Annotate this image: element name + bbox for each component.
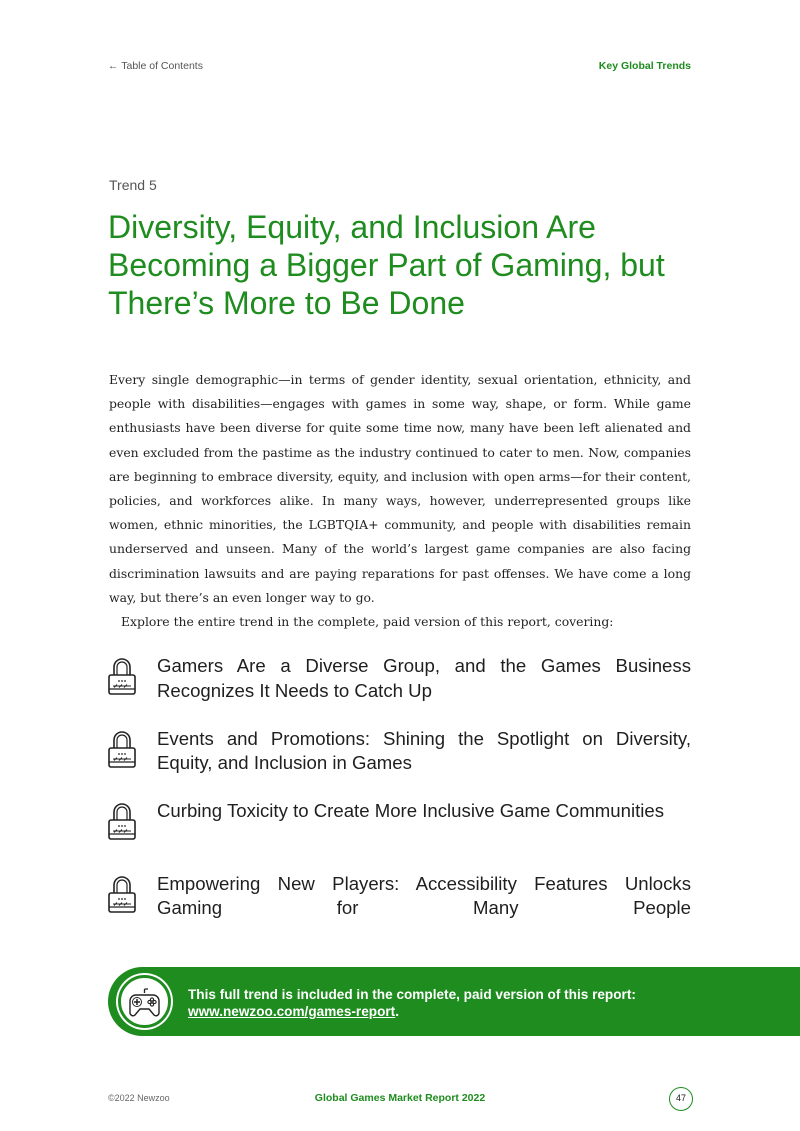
footer-report-title: Global Games Market Report 2022: [314, 1092, 486, 1104]
topic-item: [108, 799, 692, 872]
topic-title: Empowering New Players: Accessibility Features Unlocks Gaming for Many People: [157, 872, 691, 918]
lock-icon: [108, 656, 136, 696]
page-number: 47: [669, 1087, 693, 1111]
lock-icon: [108, 801, 136, 841]
footer-copyright: ©2022 Newzoo: [108, 1093, 170, 1103]
banner-message: This full trend is included in the complete, paid version of this report:: [188, 987, 636, 1002]
table-of-contents-link[interactable]: ← Table of Contents: [108, 60, 203, 72]
body-text: [109, 368, 691, 634]
trend-label: Trend 5: [109, 177, 157, 193]
report-link[interactable]: www.newzoo.com/games-report: [188, 1004, 396, 1019]
topic-title: Curbing Toxicity to Create More Inclusive Game Communities: [157, 800, 665, 821]
topic-title: Events and Promotions: Shining the Spotlight on Diversity, Equity, and Inclusion in Games: [157, 727, 691, 773]
lock-icon: [108, 874, 136, 914]
gamepad-icon: [129, 987, 160, 1017]
topic-item: [108, 872, 692, 945]
banner-text: [188, 986, 636, 1020]
topic-item: [108, 654, 692, 727]
explore-paragraph: Explore the entire trend in the complete, paid version of this report, covering:: [121, 614, 614, 630]
banner-period: .: [395, 1004, 399, 1019]
page-title: Diversity, Equity, and Inclusion Are Becoming a Bigger Part of Gaming, but There’s More to Be Done: [108, 209, 665, 321]
topic-item: [108, 727, 692, 800]
topic-list: [108, 654, 692, 944]
intro-paragraph: Every single demographic—in terms of gender identity, sexual orientation, ethnicity, and people with disabilities—engages with games in some way, shape, or form. While game enthusiasts have been diverse for quite some time now, many have been left alienated and even excluded from the pastime as the industry continued to cater to men. Now, companies are beginning to embrace diversity, equity, and inclusion with open arms—for their content, policies, and workforces alike. In many ways, however, underrepresented groups like women, ethnic minorities, the LGBTQIA+ community, and people with disabilities remain underserved and unseen. Many of the world’s largest game companies are also facing discrimination lawsuits and are paying reparations for past offenses. We have come a long way, but there’s an even longer way to go.: [109, 372, 691, 605]
paid-report-banner: [108, 967, 800, 1036]
topic-title: Gamers Are a Diverse Group, and the Games Business Recognizes It Needs to Catch Up: [157, 655, 691, 701]
banner-badge: [118, 975, 171, 1028]
section-label: Key Global Trends: [598, 60, 691, 72]
lock-icon: [108, 729, 136, 769]
